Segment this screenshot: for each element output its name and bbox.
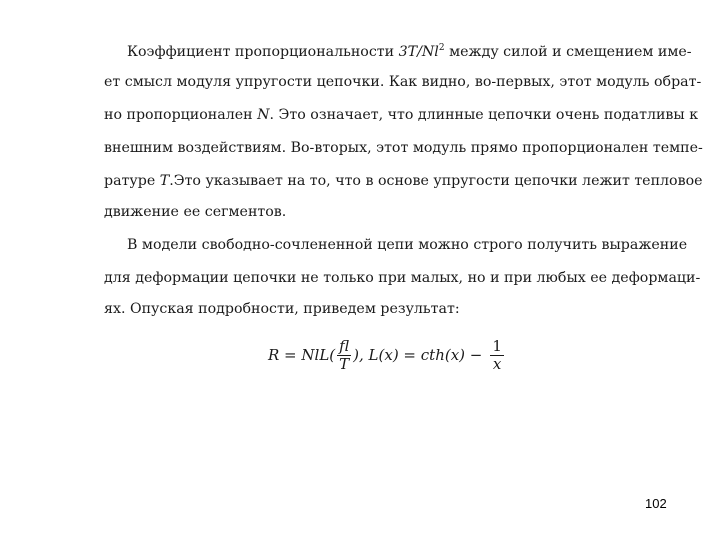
fraction-denominator: T: [339, 354, 350, 373]
page-number: 102: [645, 496, 667, 511]
paragraph2-line1: В модели свободно-сочлененной цепи можно строго получить выражение: [127, 237, 688, 253]
paragraph1-line1: [127, 42, 692, 62]
math-inline: T: [159, 173, 170, 189]
paragraph1-line3: [104, 105, 699, 125]
text-segment: Коэффициент пропорциональности: [127, 44, 395, 60]
text-segment: но пропорционален: [104, 107, 253, 123]
formula-lhs: R = NlL(: [268, 346, 336, 364]
text-segment: ратуре: [104, 173, 156, 189]
fraction-1-over-x: [490, 338, 504, 373]
fraction-denominator: x: [492, 354, 502, 373]
math-inline: 3T/Nl: [398, 44, 439, 60]
math-inline: N: [257, 107, 270, 123]
fraction-numerator: fl: [339, 336, 350, 355]
paragraph2-line2: для деформации цепочки не только при малых, но и при любых ее деформаци-: [104, 270, 701, 286]
math-superscript: 2: [438, 43, 445, 53]
paragraph1-line4: внешним воздействиям. Во-вторых, этот модуль прямо пропорционален темпе-: [104, 140, 703, 156]
text-segment: . Это означает, что длинные цепочки очень податливы к: [269, 107, 699, 123]
paragraph1-line6: движение ее сегментов.: [104, 204, 287, 220]
fraction-numerator: 1: [492, 336, 502, 355]
fraction-fl-over-T: [337, 338, 351, 373]
text-segment: между силой и смещением име-: [449, 44, 692, 60]
paragraph1-line2: ет смысл модуля упругости цепочки. Как видно, во-первых, этот модуль обрат-: [104, 74, 702, 90]
paragraph2-line3: ях. Опуская подробности, приведем результат:: [104, 301, 460, 317]
text-segment: .Это указывает на то, что в основе упругости цепочки лежит тепловое: [169, 173, 703, 189]
formula-middle: ), L(x) = cth(x) −: [353, 346, 483, 364]
display-formula: [268, 334, 506, 376]
paragraph1-line5: [104, 171, 703, 191]
